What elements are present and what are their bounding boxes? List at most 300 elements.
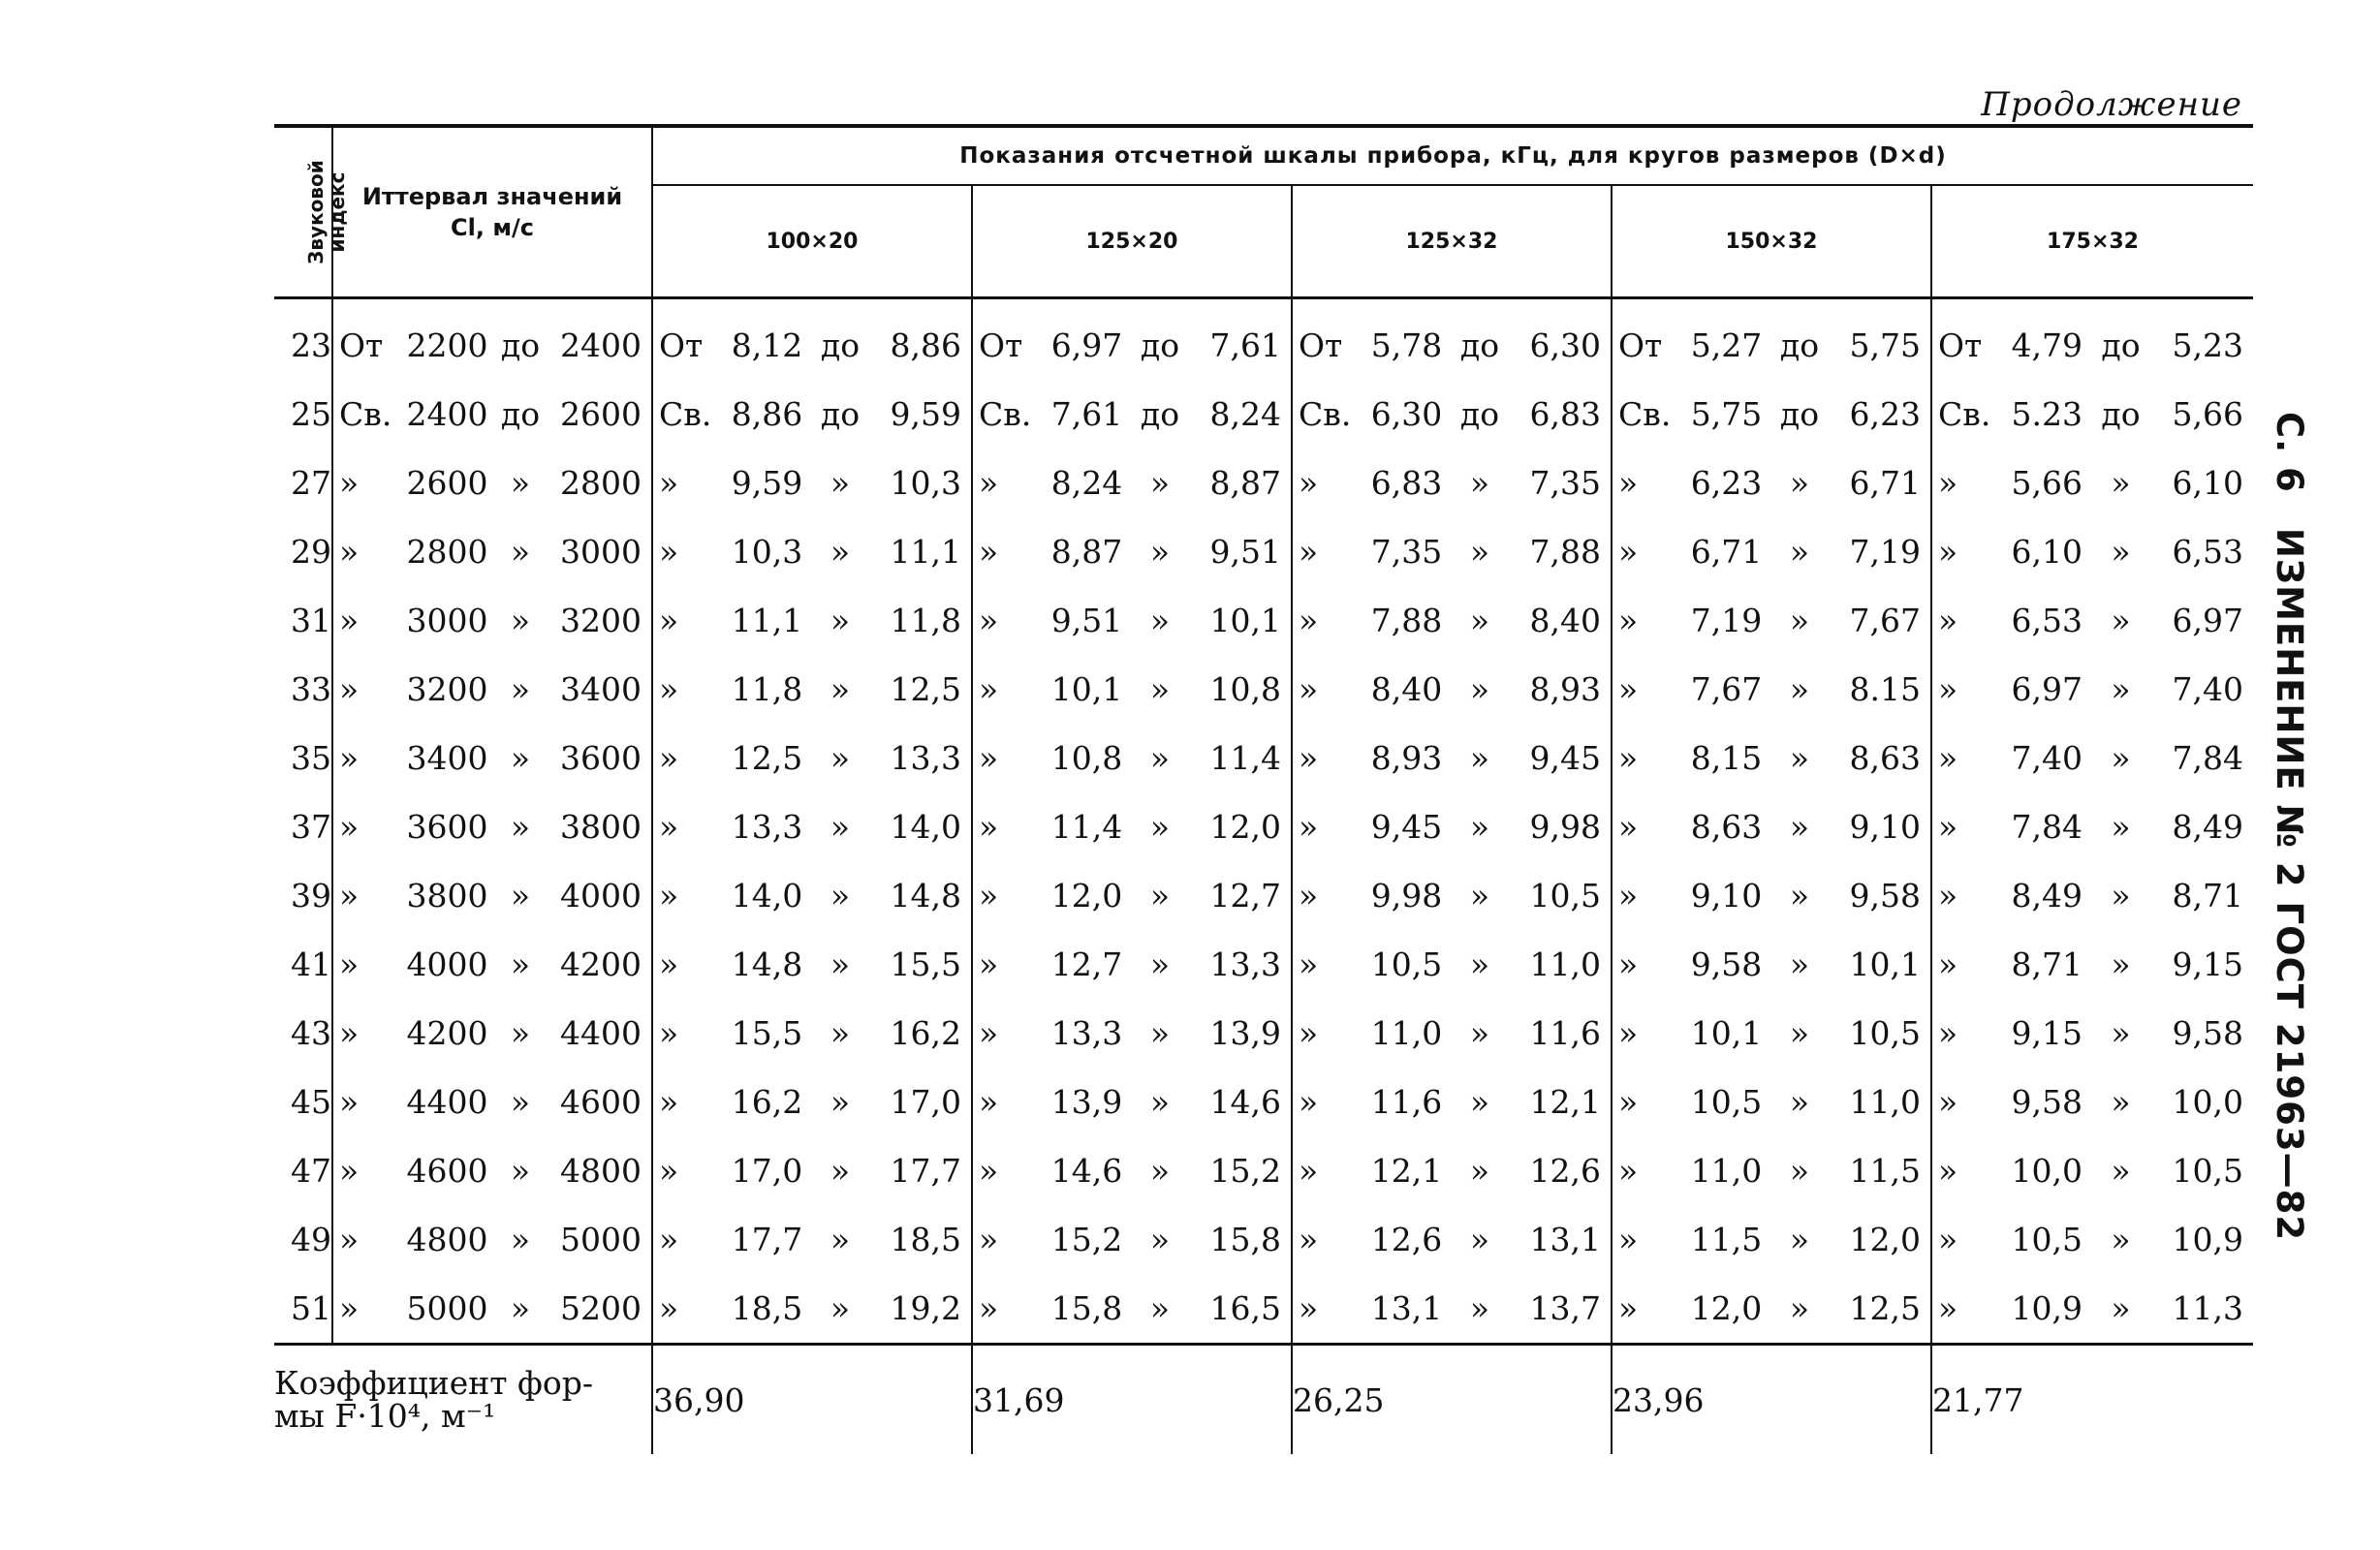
range-conj: » bbox=[2111, 739, 2131, 777]
range-prefix: Св. bbox=[339, 395, 392, 433]
range-from: 9,51 bbox=[1050, 602, 1123, 639]
range-conj: » bbox=[1469, 602, 1490, 639]
range-from: 4600 bbox=[406, 1152, 488, 1190]
range-conj: » bbox=[2111, 1289, 2131, 1327]
reading-range bbox=[653, 1152, 971, 1190]
range-from: 18,5 bbox=[731, 1289, 803, 1327]
reading-cell bbox=[1292, 586, 1612, 655]
range-conj: » bbox=[1469, 946, 1490, 983]
range-from: 10,1 bbox=[1050, 670, 1123, 708]
range-conj: » bbox=[1789, 1014, 1810, 1052]
range-conj: » bbox=[830, 670, 851, 708]
range-to: 5,23 bbox=[2172, 326, 2244, 364]
range-conj: до bbox=[500, 395, 541, 433]
range-prefix: » bbox=[339, 464, 360, 502]
range-to: 12,0 bbox=[1209, 808, 1281, 846]
range-prefix: » bbox=[1938, 1152, 1958, 1190]
range-to: 4200 bbox=[560, 946, 642, 983]
range-to: 6,97 bbox=[2172, 602, 2244, 639]
range-from: 2200 bbox=[406, 326, 488, 364]
range-to: 8,40 bbox=[1529, 602, 1601, 639]
range-conj: » bbox=[510, 946, 531, 983]
reading-range bbox=[653, 602, 971, 639]
range-from: 6,71 bbox=[1690, 533, 1763, 571]
reading-cell bbox=[1292, 380, 1612, 449]
range-prefix: » bbox=[1618, 739, 1639, 777]
range-to: 2800 bbox=[560, 464, 642, 502]
range-prefix: Св. bbox=[1618, 395, 1672, 433]
reading-cell bbox=[652, 724, 972, 792]
range-conj: » bbox=[1469, 533, 1490, 571]
reading-range bbox=[653, 1014, 971, 1052]
range-to: 8,93 bbox=[1529, 670, 1601, 708]
reading-cell bbox=[972, 1205, 1292, 1274]
range-conj: » bbox=[830, 877, 851, 914]
range-conj: » bbox=[1149, 946, 1171, 983]
range-from: 15,2 bbox=[1050, 1221, 1123, 1258]
interval-cell bbox=[332, 655, 652, 724]
range-conj: » bbox=[2111, 877, 2131, 914]
range-prefix: » bbox=[339, 533, 360, 571]
reading-range bbox=[653, 395, 971, 433]
reading-cell bbox=[652, 586, 972, 655]
range-conj: » bbox=[830, 946, 851, 983]
reading-cell bbox=[1931, 930, 2253, 999]
reading-cell bbox=[652, 311, 972, 380]
range-prefix: » bbox=[1938, 877, 1958, 914]
range-to: 7,61 bbox=[1209, 326, 1281, 364]
range-from: 4800 bbox=[406, 1221, 488, 1258]
reading-cell bbox=[972, 1136, 1292, 1205]
amendment-title: ИЗМЕНЕНИЕ № 2 ГОСТ 21963—82 bbox=[2269, 527, 2310, 1242]
reading-cell bbox=[972, 380, 1292, 449]
range-from: 8,12 bbox=[731, 326, 803, 364]
range-conj: » bbox=[510, 808, 531, 846]
range-to: 13,3 bbox=[890, 739, 961, 777]
range-conj: » bbox=[1149, 877, 1171, 914]
range-to: 9,98 bbox=[1529, 808, 1601, 846]
reading-range bbox=[1293, 395, 1611, 433]
reading-range bbox=[1613, 602, 1930, 639]
table-row bbox=[274, 586, 2253, 655]
range-prefix: Св. bbox=[1299, 395, 1352, 433]
range-conj: » bbox=[830, 602, 851, 639]
reading-cell bbox=[652, 1068, 972, 1136]
range-prefix: » bbox=[979, 1289, 999, 1327]
reading-range bbox=[1932, 946, 2253, 983]
range-prefix: Св. bbox=[659, 395, 712, 433]
range-to: 9,45 bbox=[1529, 739, 1601, 777]
range-to: 4400 bbox=[560, 1014, 642, 1052]
range-from: 7,61 bbox=[1050, 395, 1123, 433]
sound-index-cell: 29 bbox=[274, 517, 332, 586]
range-conj: » bbox=[510, 533, 531, 571]
range-conj: до bbox=[500, 326, 541, 364]
reading-range bbox=[1932, 1289, 2253, 1327]
range-prefix: » bbox=[1299, 464, 1319, 502]
reading-cell bbox=[652, 1136, 972, 1205]
sound-index-cell: 31 bbox=[274, 586, 332, 655]
reading-range bbox=[1293, 533, 1611, 571]
reading-range bbox=[1293, 877, 1611, 914]
reading-cell bbox=[972, 311, 1292, 380]
range-from: 13,3 bbox=[731, 808, 803, 846]
range-to: 6,30 bbox=[1529, 326, 1601, 364]
reading-cell bbox=[652, 517, 972, 586]
range-from: 6,30 bbox=[1370, 395, 1443, 433]
table-row bbox=[274, 449, 2253, 517]
reading-cell bbox=[1292, 655, 1612, 724]
range-prefix: » bbox=[1938, 602, 1958, 639]
interval-range bbox=[333, 670, 651, 708]
range-conj: » bbox=[2111, 1221, 2131, 1258]
range-to: 11,6 bbox=[1529, 1014, 1601, 1052]
reading-cell bbox=[972, 1068, 1292, 1136]
range-to: 11,8 bbox=[890, 602, 961, 639]
range-to: 3000 bbox=[560, 533, 642, 571]
range-conj: » bbox=[2111, 533, 2131, 571]
reading-range bbox=[973, 326, 1291, 364]
range-from: 8,40 bbox=[1370, 670, 1443, 708]
range-from: 17,0 bbox=[731, 1152, 803, 1190]
reading-range bbox=[653, 1221, 971, 1258]
range-to: 10,8 bbox=[1209, 670, 1281, 708]
header-size-4: 175×32 bbox=[1931, 185, 2253, 298]
range-to: 7,35 bbox=[1529, 464, 1601, 502]
shape-factor-label-line1: Коэффициент фор- bbox=[274, 1364, 594, 1402]
range-prefix: » bbox=[1618, 1152, 1639, 1190]
range-conj: до bbox=[1140, 326, 1180, 364]
sound-index-cell: 47 bbox=[274, 1136, 332, 1205]
range-to: 9,59 bbox=[890, 395, 961, 433]
range-conj: » bbox=[510, 602, 531, 639]
reading-range bbox=[1613, 946, 1930, 983]
shape-factor-value: 26,25 bbox=[1292, 1345, 1612, 1455]
interval-cell bbox=[332, 999, 652, 1068]
reading-cell bbox=[1612, 655, 1931, 724]
range-conj: » bbox=[830, 1083, 851, 1121]
range-conj: » bbox=[830, 808, 851, 846]
range-conj: » bbox=[1149, 1221, 1171, 1258]
reading-range bbox=[653, 533, 971, 571]
range-prefix: » bbox=[1618, 464, 1639, 502]
reading-range bbox=[1613, 533, 1930, 571]
range-prefix: » bbox=[979, 946, 999, 983]
reading-range bbox=[1613, 464, 1930, 502]
reading-cell bbox=[1292, 311, 1612, 380]
table-row bbox=[274, 930, 2253, 999]
range-to: 6,83 bbox=[1529, 395, 1601, 433]
range-prefix: » bbox=[979, 602, 999, 639]
range-to: 9,51 bbox=[1209, 533, 1281, 571]
range-prefix: » bbox=[659, 739, 679, 777]
range-to: 11,4 bbox=[1209, 739, 1281, 777]
range-from: 8,71 bbox=[2011, 946, 2082, 983]
shape-factor-value: 23,96 bbox=[1612, 1345, 1931, 1455]
range-conj: » bbox=[830, 1014, 851, 1052]
range-prefix: От bbox=[339, 326, 384, 364]
range-conj: » bbox=[1149, 1014, 1171, 1052]
interval-cell bbox=[332, 861, 652, 930]
interval-range bbox=[333, 808, 651, 846]
range-to: 11,5 bbox=[1849, 1152, 1921, 1190]
range-from: 9,58 bbox=[2011, 1083, 2082, 1121]
range-prefix: » bbox=[339, 670, 360, 708]
range-from: 4,79 bbox=[2011, 326, 2082, 364]
range-prefix: » bbox=[339, 1083, 360, 1121]
range-prefix: » bbox=[1938, 808, 1958, 846]
reading-range bbox=[1293, 1014, 1611, 1052]
range-conj: » bbox=[2111, 946, 2131, 983]
shape-factor-value: 31,69 bbox=[972, 1345, 1292, 1455]
range-conj: до bbox=[1459, 326, 1500, 364]
range-prefix: » bbox=[1618, 1083, 1639, 1121]
header-size-1: 125×20 bbox=[972, 185, 1292, 298]
sound-index-cell: 23 bbox=[274, 311, 332, 380]
range-from: 5000 bbox=[406, 1289, 488, 1327]
reading-cell bbox=[1931, 311, 2253, 380]
range-from: 12,0 bbox=[1690, 1289, 1763, 1327]
range-to: 12,5 bbox=[890, 670, 961, 708]
readings-table bbox=[274, 124, 2253, 1454]
range-to: 10,3 bbox=[890, 464, 961, 502]
range-prefix: » bbox=[339, 602, 360, 639]
reading-cell bbox=[1612, 1136, 1931, 1205]
interval-range bbox=[333, 1289, 651, 1327]
reading-cell bbox=[1931, 1274, 2253, 1345]
range-prefix: » bbox=[659, 670, 679, 708]
interval-cell bbox=[332, 380, 652, 449]
header-interval-label: Иттервал значений bbox=[361, 183, 623, 210]
reading-cell bbox=[1931, 861, 2253, 930]
range-conj: до bbox=[2101, 395, 2141, 433]
reading-cell bbox=[1292, 724, 1612, 792]
reading-cell bbox=[1931, 1205, 2253, 1274]
range-prefix: » bbox=[659, 946, 679, 983]
range-to: 10,5 bbox=[2172, 1152, 2244, 1190]
range-from: 9,98 bbox=[1370, 877, 1443, 914]
range-prefix: От bbox=[1618, 326, 1663, 364]
range-from: 6,83 bbox=[1370, 464, 1443, 502]
header-interval bbox=[332, 126, 652, 298]
range-from: 5,27 bbox=[1690, 326, 1763, 364]
range-conj: » bbox=[1789, 808, 1810, 846]
sound-index-cell: 33 bbox=[274, 655, 332, 724]
range-to: 10,1 bbox=[1849, 946, 1921, 983]
range-from: 7,67 bbox=[1690, 670, 1763, 708]
range-to: 18,5 bbox=[890, 1221, 961, 1258]
interval-range bbox=[333, 464, 651, 502]
interval-range bbox=[333, 1221, 651, 1258]
range-from: 10,0 bbox=[2011, 1152, 2082, 1190]
range-conj: » bbox=[1789, 946, 1810, 983]
range-to: 6,23 bbox=[1849, 395, 1921, 433]
range-prefix: » bbox=[979, 670, 999, 708]
reading-cell bbox=[1931, 792, 2253, 861]
range-prefix: » bbox=[1299, 877, 1319, 914]
range-to: 7,84 bbox=[2172, 739, 2244, 777]
range-to: 6,71 bbox=[1849, 464, 1921, 502]
reading-range bbox=[653, 1083, 971, 1121]
range-prefix: » bbox=[1618, 670, 1639, 708]
reading-range bbox=[1293, 326, 1611, 364]
range-conj: » bbox=[2111, 1152, 2131, 1190]
range-from: 4000 bbox=[406, 946, 488, 983]
range-conj: » bbox=[1149, 739, 1171, 777]
sound-index-cell: 39 bbox=[274, 861, 332, 930]
range-to: 12,1 bbox=[1529, 1083, 1601, 1121]
range-prefix: » bbox=[339, 1152, 360, 1190]
shape-factor-label-line2: мы F·10⁴, м⁻¹ bbox=[274, 1397, 496, 1435]
interval-range bbox=[333, 326, 651, 364]
reading-range bbox=[1613, 1014, 1930, 1052]
reading-cell bbox=[972, 655, 1292, 724]
range-conj: » bbox=[1149, 808, 1171, 846]
range-to: 15,5 bbox=[890, 946, 961, 983]
reading-range bbox=[1613, 395, 1930, 433]
range-from: 10,5 bbox=[2011, 1221, 2082, 1258]
range-from: 11,1 bbox=[731, 602, 803, 639]
range-from: 4200 bbox=[406, 1014, 488, 1052]
reading-cell bbox=[1292, 861, 1612, 930]
reading-range bbox=[1932, 808, 2253, 846]
reading-range bbox=[1613, 1152, 1930, 1190]
range-from: 12,1 bbox=[1370, 1152, 1443, 1190]
reading-cell bbox=[1292, 792, 1612, 861]
range-prefix: » bbox=[659, 1289, 679, 1327]
range-conj: » bbox=[2111, 1083, 2131, 1121]
reading-range bbox=[1613, 326, 1930, 364]
range-conj: » bbox=[1469, 808, 1490, 846]
range-to: 4000 bbox=[560, 877, 642, 914]
range-conj: » bbox=[1149, 670, 1171, 708]
range-prefix: » bbox=[1618, 877, 1639, 914]
range-to: 13,9 bbox=[1209, 1014, 1281, 1052]
range-to: 9,58 bbox=[2172, 1014, 2244, 1052]
reading-range bbox=[973, 877, 1291, 914]
range-prefix: » bbox=[979, 464, 999, 502]
range-conj: » bbox=[1149, 1152, 1171, 1190]
interval-range bbox=[333, 946, 651, 983]
range-to: 10,0 bbox=[2172, 1083, 2244, 1121]
range-conj: » bbox=[830, 1221, 851, 1258]
range-prefix: » bbox=[979, 1014, 999, 1052]
reading-range bbox=[1932, 533, 2253, 571]
interval-cell bbox=[332, 1068, 652, 1136]
range-from: 17,7 bbox=[731, 1221, 803, 1258]
range-to: 3800 bbox=[560, 808, 642, 846]
range-conj: » bbox=[510, 739, 531, 777]
range-to: 8,86 bbox=[890, 326, 961, 364]
range-conj: » bbox=[1789, 1221, 1810, 1258]
reading-range bbox=[1293, 1289, 1611, 1327]
range-to: 7,88 bbox=[1529, 533, 1601, 571]
range-to: 8,71 bbox=[2172, 877, 2244, 914]
range-from: 7,84 bbox=[2011, 808, 2082, 846]
reading-range bbox=[1293, 1083, 1611, 1121]
interval-cell bbox=[332, 1136, 652, 1205]
range-from: 12,0 bbox=[1050, 877, 1123, 914]
reading-range bbox=[1293, 464, 1611, 502]
reading-cell bbox=[1931, 724, 2253, 792]
range-prefix: » bbox=[659, 1083, 679, 1121]
reading-cell bbox=[1612, 999, 1931, 1068]
range-prefix: » bbox=[1938, 1014, 1958, 1052]
range-from: 9,58 bbox=[1690, 946, 1763, 983]
interval-cell bbox=[332, 586, 652, 655]
range-conj: » bbox=[510, 1289, 531, 1327]
header-interval-units: Cl, м/с bbox=[451, 214, 534, 241]
range-conj: » bbox=[510, 1083, 531, 1121]
range-conj: » bbox=[830, 464, 851, 502]
range-to: 7,40 bbox=[2172, 670, 2244, 708]
range-prefix: » bbox=[659, 1221, 679, 1258]
table-row bbox=[274, 517, 2253, 586]
range-conj: до bbox=[1779, 395, 1820, 433]
reading-range bbox=[653, 877, 971, 914]
range-prefix: » bbox=[1618, 1014, 1639, 1052]
range-to: 2600 bbox=[560, 395, 642, 433]
interval-range bbox=[333, 1152, 651, 1190]
range-conj: » bbox=[1149, 533, 1171, 571]
reading-range bbox=[1293, 808, 1611, 846]
reading-cell bbox=[652, 930, 972, 999]
reading-cell bbox=[1612, 861, 1931, 930]
range-from: 9,15 bbox=[2011, 1014, 2082, 1052]
range-to: 17,7 bbox=[890, 1152, 961, 1190]
reading-range bbox=[1293, 739, 1611, 777]
range-to: 10,5 bbox=[1849, 1014, 1921, 1052]
side-running-title bbox=[2269, 412, 2310, 1276]
range-prefix: От bbox=[979, 326, 1023, 364]
reading-range bbox=[973, 1289, 1291, 1327]
range-to: 12,7 bbox=[1209, 877, 1281, 914]
range-prefix: » bbox=[659, 533, 679, 571]
header-readings: Показания отсчетной шкалы прибора, кГц, для кругов размеров (D×d) bbox=[652, 126, 2253, 185]
reading-cell bbox=[972, 1274, 1292, 1345]
range-from: 11,6 bbox=[1370, 1083, 1443, 1121]
range-to: 11,0 bbox=[1529, 946, 1601, 983]
range-to: 8,87 bbox=[1209, 464, 1281, 502]
interval-cell bbox=[332, 930, 652, 999]
interval-range bbox=[333, 533, 651, 571]
reading-cell bbox=[1931, 517, 2253, 586]
range-from: 10,8 bbox=[1050, 739, 1123, 777]
sound-index-cell: 49 bbox=[274, 1205, 332, 1274]
reading-range bbox=[653, 670, 971, 708]
reading-range bbox=[1932, 1083, 2253, 1121]
reading-cell bbox=[972, 999, 1292, 1068]
range-from: 5,78 bbox=[1370, 326, 1443, 364]
reading-range bbox=[1613, 670, 1930, 708]
range-from: 3400 bbox=[406, 739, 488, 777]
interval-range bbox=[333, 877, 651, 914]
range-prefix: » bbox=[1299, 1221, 1319, 1258]
range-prefix: » bbox=[1618, 533, 1639, 571]
range-to: 11,3 bbox=[2172, 1289, 2244, 1327]
range-from: 11,8 bbox=[731, 670, 803, 708]
reading-cell bbox=[652, 449, 972, 517]
range-prefix: » bbox=[1299, 1152, 1319, 1190]
range-to: 8.15 bbox=[1849, 670, 1921, 708]
range-to: 19,2 bbox=[890, 1289, 961, 1327]
range-conj: » bbox=[1469, 877, 1490, 914]
range-from: 10,5 bbox=[1690, 1083, 1763, 1121]
range-to: 11,1 bbox=[890, 533, 961, 571]
range-prefix: » bbox=[1299, 808, 1319, 846]
reading-cell bbox=[1612, 517, 1931, 586]
range-to: 3400 bbox=[560, 670, 642, 708]
